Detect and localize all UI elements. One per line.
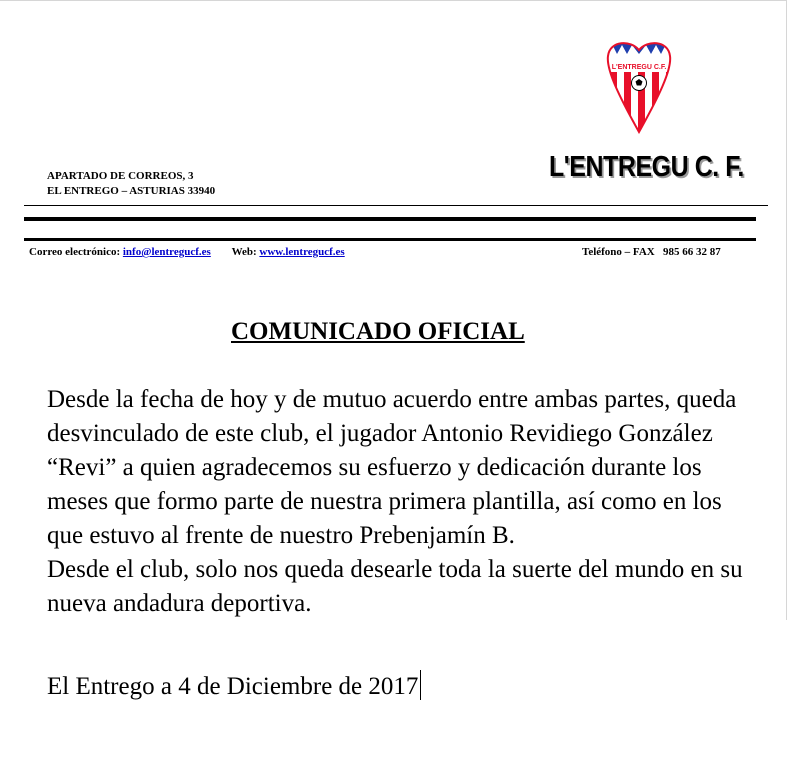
phone-label: Teléfono – FAX bbox=[582, 246, 655, 258]
date-line bbox=[47, 670, 421, 701]
contact-line bbox=[29, 246, 345, 258]
address-line-2: EL ENTREGO – ASTURIAS 33940 bbox=[47, 185, 216, 197]
page-border-top bbox=[0, 0, 786, 1]
phone-number: 985 66 32 87 bbox=[662, 246, 721, 258]
header-divider-thin bbox=[24, 205, 768, 206]
email-label: Correo electrónico: bbox=[29, 246, 121, 258]
body-paragraph-1: Desde la fecha de hoy y de mutuo acuerdo entre ambas partes, queda desvinculado de este club, el jugador Antonio Revidiego González “Revi” a quien agradecemos su esfuerzo y dedicación durante los meses que formo parte de nuestra primera plantilla, así como en los que estuvo al frente de nuestro Prebenjamín B. bbox=[47, 386, 737, 549]
phone-fax bbox=[582, 246, 721, 258]
header-divider-top bbox=[24, 217, 756, 221]
text-cursor bbox=[420, 670, 421, 700]
club-name-title: L'ENTREGU C. F. bbox=[549, 151, 744, 183]
date-text: El Entrego a 4 de Diciembre de 2017 bbox=[47, 673, 419, 700]
email-link[interactable]: info@lentregucf.es bbox=[122, 246, 211, 258]
club-crest-logo bbox=[604, 38, 674, 134]
crest-lettering: L'ENTREGU C.F. bbox=[611, 64, 667, 71]
web-link[interactable]: www.lentregucf.es bbox=[259, 246, 345, 258]
page-border-right bbox=[786, 0, 787, 620]
header-divider-bottom bbox=[24, 238, 756, 241]
document-title: COMUNICADO OFICIAL bbox=[231, 318, 525, 345]
web-label: Web: bbox=[231, 246, 257, 258]
document-body bbox=[47, 383, 759, 621]
address-line-1: APARTADO DE CORREOS, 3 bbox=[47, 170, 194, 182]
body-paragraph-2: Desde el club, solo nos queda desearle toda la suerte del mundo en su nueva andadura deportiva. bbox=[47, 556, 743, 617]
